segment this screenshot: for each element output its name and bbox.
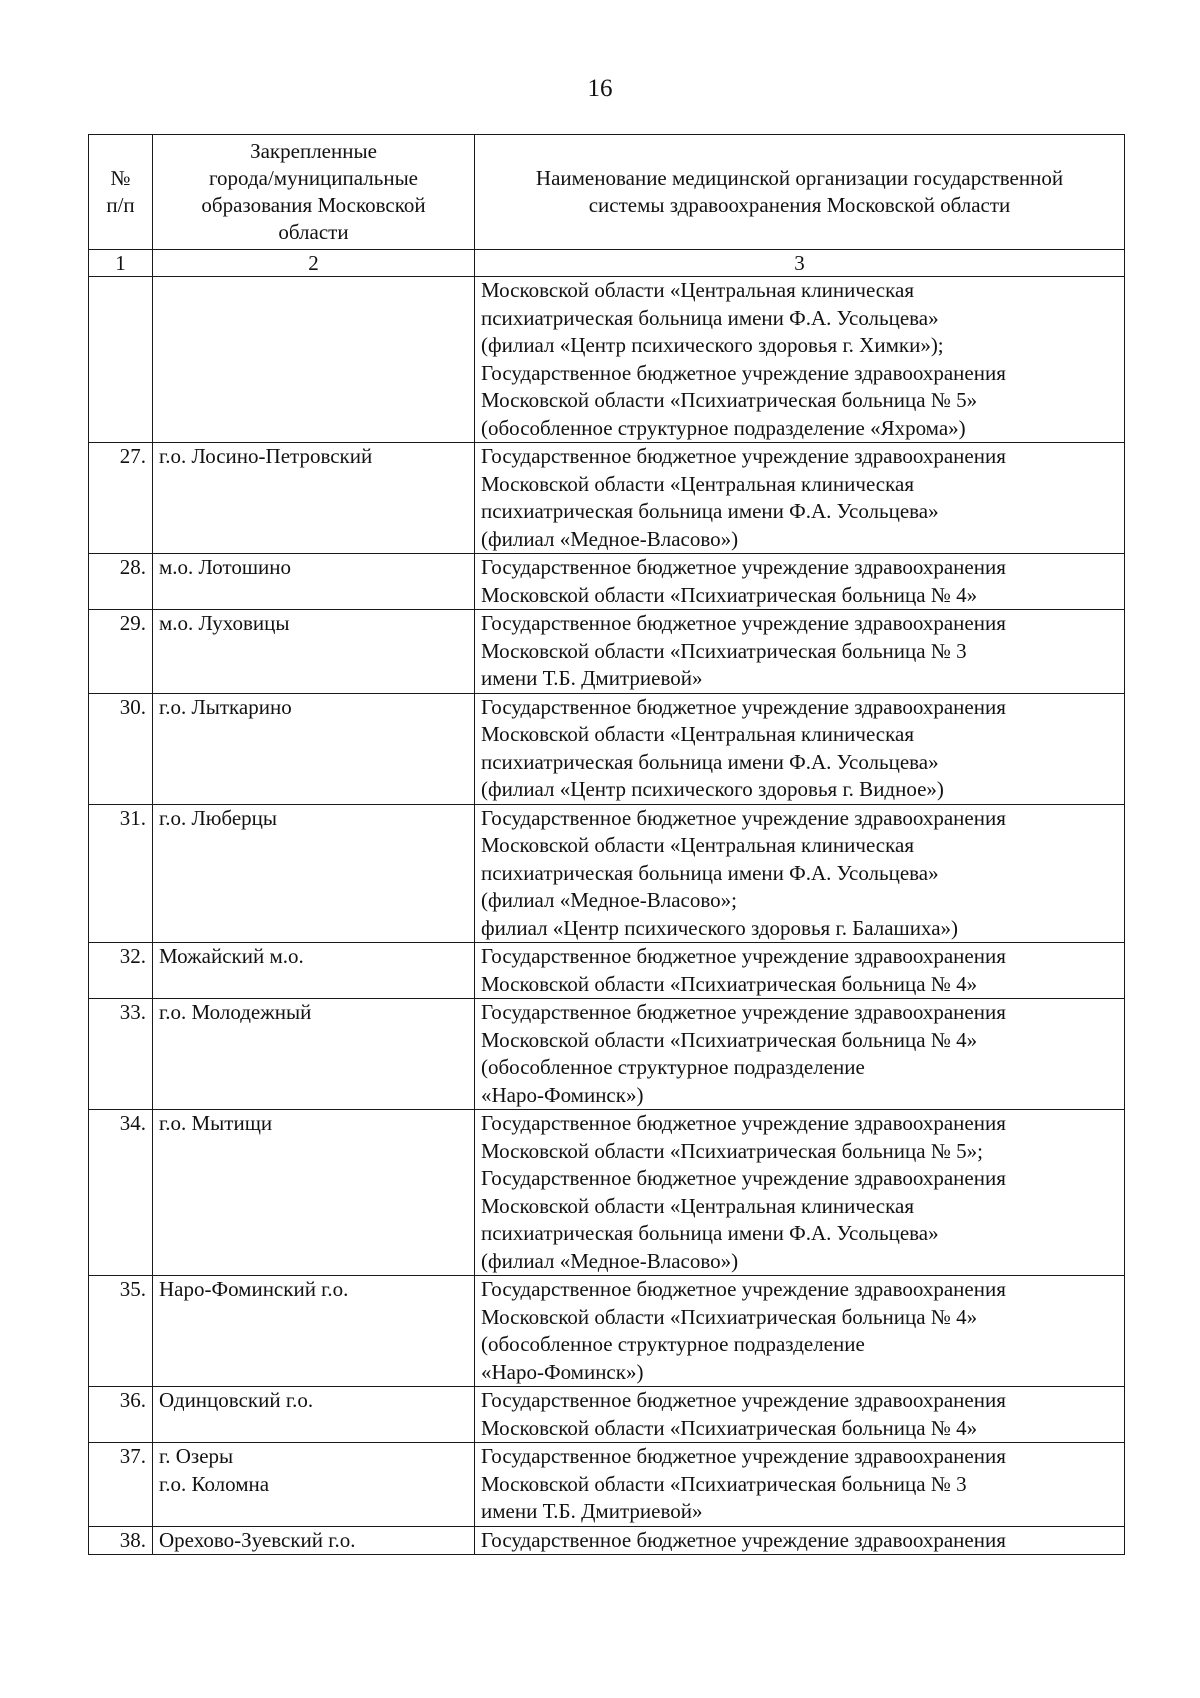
- table-row: [89, 999, 1125, 1110]
- table-header-row: [89, 135, 1125, 250]
- municipality-name: г.о. Молодежный: [159, 1000, 312, 1024]
- organization-cell: [475, 693, 1125, 804]
- organization-line: (обособленное структурное подразделение: [481, 1332, 865, 1356]
- organization-cell: [475, 1443, 1125, 1527]
- organization-line: (обособленное структурное подразделение: [481, 1055, 865, 1079]
- table-row: [89, 610, 1125, 694]
- institutions-table: [88, 134, 1125, 1555]
- municipality-cell: [153, 443, 475, 554]
- municipality-name: Можайский м.о.: [159, 944, 304, 968]
- municipality-name: Наро-Фоминский г.о.: [159, 1277, 349, 1301]
- row-number: 28.: [89, 554, 153, 610]
- organization-line: Московской области «Психиатрическая больница № 5»: [481, 388, 978, 412]
- organization-cell: [475, 443, 1125, 554]
- organization-line: Московской области «Центральная клиническая: [481, 1193, 914, 1218]
- organization-line: Государственное бюджетное учреждение здравоохранения: [481, 1000, 1006, 1024]
- organization-cell: [475, 804, 1125, 943]
- organization-cell: [475, 1526, 1125, 1555]
- municipality-cell: [153, 277, 475, 443]
- organization-line: Государственное бюджетное учреждение здравоохранения: [481, 694, 1006, 719]
- organization-line: Государственное бюджетное учреждение здравоохранения: [481, 1527, 1006, 1552]
- municipality-cell: [153, 693, 475, 804]
- organization-line: (обособленное структурное подразделение «Яхрома»): [481, 415, 966, 440]
- municipality-cell: [153, 999, 475, 1110]
- municipality-name: г.о. Лосино-Петровский: [159, 444, 373, 468]
- organization-line: Государственное бюджетное учреждение здравоохранения: [481, 444, 1006, 468]
- organization-line: Государственное бюджетное учреждение здравоохранения: [481, 1444, 1006, 1468]
- organization-line: психиатрическая больница имени Ф.А. Усольцева»: [481, 860, 939, 885]
- row-number: 38.: [89, 1526, 153, 1555]
- organization-line: Московской области «Психиатрическая больница № 4»: [481, 1415, 978, 1440]
- municipality-name: г.о. Люберцы: [159, 805, 278, 830]
- organization-line: психиатрическая больница имени Ф.А. Усольцева»: [481, 305, 939, 330]
- organization-line: Московской области «Психиатрическая больница № 4»: [481, 971, 978, 996]
- organization-line: Государственное бюджетное учреждение здравоохранения: [481, 1166, 1006, 1190]
- organization-line: «Наро-Фоминск»): [481, 1359, 644, 1384]
- organization-cell: [475, 999, 1125, 1110]
- organization-line: психиатрическая больница имени Ф.А. Усольцева»: [481, 1221, 939, 1245]
- table-row: [89, 1443, 1125, 1527]
- table-row: [89, 693, 1125, 804]
- organization-line: (филиал «Медное-Власово»;: [481, 888, 737, 912]
- organization-line: Московской области «Центральная клиническая: [481, 278, 914, 302]
- organization-cell: [475, 943, 1125, 999]
- organization-line: «Наро-Фоминск»): [481, 1082, 644, 1107]
- organization-cell: [475, 554, 1125, 610]
- column-index: 3: [475, 250, 1125, 277]
- municipality-cell: [153, 610, 475, 694]
- column-index: 1: [89, 250, 153, 277]
- organization-line: психиатрическая больница имени Ф.А. Усольцева»: [481, 749, 939, 774]
- municipality-name: г.о. Лыткарино: [159, 694, 292, 719]
- organization-line: Московской области «Психиатрическая больница № 4»: [481, 1304, 978, 1329]
- organization-line: Государственное бюджетное учреждение здравоохранения: [481, 1111, 1006, 1135]
- table-body: [89, 277, 1125, 1555]
- table-row: [89, 443, 1125, 554]
- organization-line: (филиал «Центр психического здоровья г. Химки»);: [481, 333, 944, 357]
- organization-line: Московской области «Психиатрическая больница № 3: [481, 638, 967, 663]
- row-number: 33.: [89, 999, 153, 1110]
- municipality-name: г. Озеры: [159, 1444, 234, 1468]
- organization-cell: [475, 1276, 1125, 1387]
- municipality-name: г.о. Коломна: [159, 1471, 270, 1496]
- table-row: [89, 1526, 1125, 1555]
- organization-cell: [475, 1387, 1125, 1443]
- row-number: 34.: [89, 1110, 153, 1276]
- municipality-cell: [153, 1387, 475, 1443]
- municipality-cell: [153, 554, 475, 610]
- organization-line: Государственное бюджетное учреждение здравоохранения: [481, 360, 1006, 385]
- municipality-name: Орехово-Зуевский г.о.: [159, 1527, 356, 1552]
- municipality-cell: [153, 804, 475, 943]
- row-number: 30.: [89, 693, 153, 804]
- column-index: 2: [153, 250, 475, 277]
- header-number: № п/п: [89, 135, 153, 250]
- organization-line: Государственное бюджетное учреждение здравоохранения: [481, 555, 1006, 579]
- organization-line: Государственное бюджетное учреждение здравоохранения: [481, 1388, 1006, 1412]
- header-organization: Наименование медицинской организации государственной системы здравоохранения Московской области: [475, 135, 1125, 250]
- organization-line: филиал «Центр психического здоровья г. Балашиха»): [481, 915, 959, 940]
- column-index-row: [89, 250, 1125, 277]
- header-municipality: Закрепленные города/муниципальные образования Московской области: [153, 135, 475, 250]
- organization-line: (филиал «Медное-Власово»): [481, 526, 739, 551]
- table-row: [89, 1276, 1125, 1387]
- row-number: [89, 277, 153, 443]
- organization-line: Московской области «Психиатрическая больница № 5»;: [481, 1138, 983, 1163]
- organization-line: Государственное бюджетное учреждение здравоохранения: [481, 611, 1006, 635]
- organization-line: Московской области «Центральная клиническая: [481, 833, 914, 857]
- organization-cell: [475, 277, 1125, 443]
- row-number: 36.: [89, 1387, 153, 1443]
- row-number: 31.: [89, 804, 153, 943]
- organization-line: Московской области «Психиатрическая больница № 4»: [481, 1027, 978, 1052]
- row-number: 29.: [89, 610, 153, 694]
- table-row: [89, 554, 1125, 610]
- table-row: [89, 943, 1125, 999]
- row-number: 37.: [89, 1443, 153, 1527]
- page-number: 16: [587, 75, 613, 102]
- municipality-cell: [153, 1526, 475, 1555]
- organization-line: Московской области «Центральная клиническая: [481, 471, 914, 496]
- organization-line: Государственное бюджетное учреждение здравоохранения: [481, 1277, 1006, 1301]
- organization-line: имени Т.Б. Дмитриевой»: [481, 666, 703, 690]
- municipality-cell: [153, 1110, 475, 1276]
- municipality-cell: [153, 1443, 475, 1527]
- municipality-name: м.о. Луховицы: [159, 611, 290, 635]
- organization-line: Государственное бюджетное учреждение здравоохранения: [481, 944, 1006, 968]
- organization-line: психиатрическая больница имени Ф.А. Усольцева»: [481, 499, 939, 523]
- municipality-name: г.о. Мытищи: [159, 1111, 273, 1135]
- organization-cell: [475, 610, 1125, 694]
- municipality-name: м.о. Лотошино: [159, 555, 292, 579]
- row-number: 35.: [89, 1276, 153, 1387]
- organization-line: имени Т.Б. Дмитриевой»: [481, 1499, 703, 1523]
- table-row: [89, 1387, 1125, 1443]
- table-row: [89, 804, 1125, 943]
- organization-line: Московской области «Центральная клиническая: [481, 722, 914, 746]
- organization-cell: [475, 1110, 1125, 1276]
- municipality-cell: [153, 1276, 475, 1387]
- row-number: 27.: [89, 443, 153, 554]
- organization-line: (филиал «Медное-Власово»): [481, 1248, 739, 1273]
- organization-line: (филиал «Центр психического здоровья г. Видное»): [481, 777, 944, 801]
- table-row: [89, 1110, 1125, 1276]
- row-number: 32.: [89, 943, 153, 999]
- table-row: [89, 277, 1125, 443]
- municipality-cell: [153, 943, 475, 999]
- organization-line: Государственное бюджетное учреждение здравоохранения: [481, 805, 1006, 830]
- organization-line: Московской области «Психиатрическая больница № 4»: [481, 582, 978, 607]
- municipality-name: Одинцовский г.о.: [159, 1388, 314, 1412]
- organization-line: Московской области «Психиатрическая больница № 3: [481, 1471, 967, 1496]
